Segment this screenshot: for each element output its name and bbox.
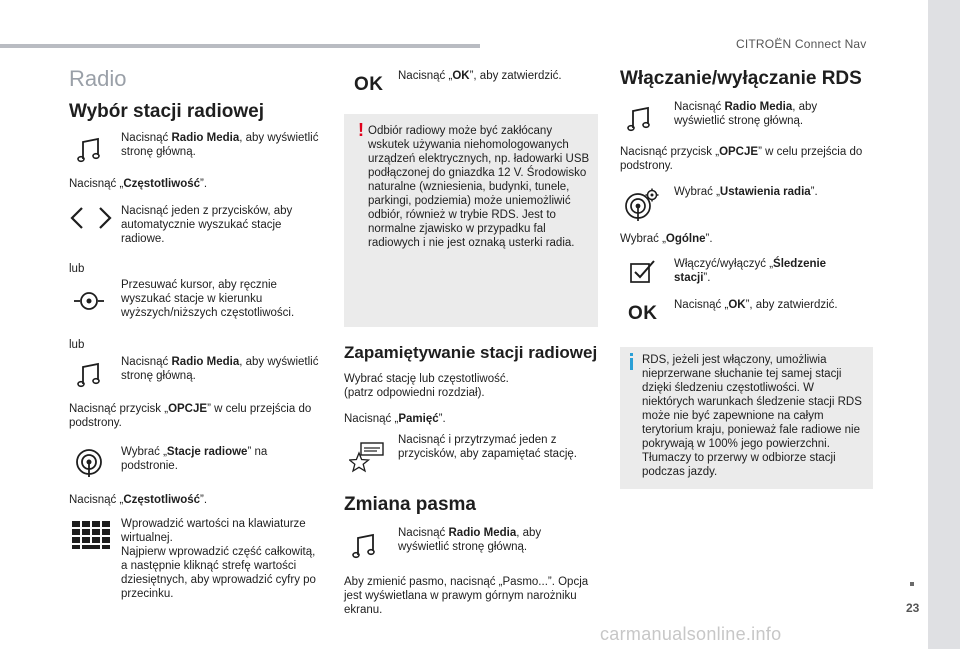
tuning-dial-icon (74, 286, 104, 316)
text-or-2: lub (69, 339, 85, 351)
text-radio-media-3: Nacisnąć Radio Media, aby wyświetlić stronę główną. (398, 527, 542, 553)
text-options-2: Nacisnąć przycisk „OPCJE” w celu przejścia do podstrony. (620, 146, 863, 172)
text-frequency-1: Nacisnąć „Częstotliwość”. (69, 178, 208, 190)
radio-settings-icon (624, 187, 660, 221)
text-frequency-2: Nacisnąć „Częstotliwość”. (69, 494, 208, 506)
text-or-1: lub (69, 263, 85, 275)
top-rule (0, 44, 480, 48)
page-dot (910, 582, 914, 586)
ok-icon: OK (628, 303, 658, 324)
warning-icon: ! (358, 120, 364, 140)
text-manual-search: Przesuwać kursor, aby ręcznie wyszukać stacje w kierunku wyższych/niższych częstotliwości. (121, 279, 295, 319)
text-radio-stations: Wybrać „Stacje radiowe” na podstronie. (121, 446, 268, 472)
heading-change-band: Zmiana pasma (344, 494, 476, 515)
text-general: Wybrać „Ogólne”. (620, 233, 713, 245)
text-change-band: Aby zmienić pasmo, nacisnąć „Pasmo...”. Opcja jest wyświetlana w prawym górnym narożniku ekranu. (344, 576, 589, 616)
text-radio-media-4: Nacisnąć Radio Media, aby wyświetlić stronę główną. (674, 101, 818, 127)
text-options-1: Nacisnąć przycisk „OPCJE” w celu przejścia do podstrony. (69, 403, 312, 429)
brand-label: CITROËN Connect Nav (736, 37, 867, 51)
watermark: carmanualsonline.info (600, 624, 782, 644)
text-ok-confirm-1: Nacisnąć „OK”, aby zatwierdzić. (398, 70, 562, 82)
heading-station-selection: Wybór stacji radiowej (69, 101, 264, 122)
radio-station-icon (74, 447, 104, 477)
text-virtual-keyboard: Wprowadzić wartości na klawiaturze wirtualnej. Najpierw wprowadzić część całkowitą, a następnie kliknąć strefę wartości dziesiętnych, aby wprowadzić cyfry po przecinku. (121, 518, 316, 600)
music-note-icon (77, 362, 101, 388)
checkbox-icon (630, 259, 656, 283)
text-auto-search: Nacisnąć jeden z przycisków, aby automatycznie wyszukać stacje radiowe. (121, 205, 293, 245)
music-note-icon (352, 533, 376, 559)
text-memory: Nacisnąć „Pamięć”. (344, 413, 446, 425)
info-text: RDS, jeżeli jest włączony, umożliwia nieprzerwane słuchanie tej samej stacji dzięki śledzeniu częstotliwości. W niektórych warunkach śledzenie stacji RDS może nie być zapewnione na całym terytorium kraju, ponieważ fale radiowe nie pokrywają w 100% jego powierzchni. Tłumaczy to przerwy w odbiorze stacji podczas jazdy. (642, 354, 862, 478)
keypad-icon (72, 521, 110, 549)
heading-save-station: Zapamiętywanie stacji radiowej (344, 343, 598, 362)
text-radio-media-1: Nacisnąć Radio Media, aby wyświetlić stronę główną. (121, 132, 319, 158)
music-note-icon (627, 106, 651, 132)
warning-text: Odbiór radiowy może być zakłócany wskutek używania niehomologowanych urządzeń elektrycznych, np. ładowarki USB podłączonej do gniazdka 12 V. Środowisko naturalne (wzniesienia, budynki, tunele, parkingi, podziemia) może uniemożliwić odbiór, również w trybie RDS. Jest to normalne zjawisko w przypadku fal radiowych i nie jest oznaką usterki radia. (368, 125, 590, 249)
info-icon (630, 358, 633, 370)
page-number: 23 (906, 601, 920, 615)
text-select-station: Wybrać stację lub częstotliwość. (patrz odpowiedni rozdział). (344, 373, 509, 399)
text-hold-button: Nacisnąć i przytrzymać jeden z przycisków, aby zapamiętać stację. (398, 434, 577, 460)
text-radio-settings: Wybrać „Ustawienia radia”. (674, 186, 818, 198)
page-sidebar (928, 0, 960, 649)
text-ok-confirm-2: Nacisnąć „OK”, aby zatwierdzić. (674, 299, 838, 311)
star-memory-icon (349, 441, 385, 473)
text-radio-media-2: Nacisnąć Radio Media, aby wyświetlić stronę główną. (121, 356, 319, 382)
chevron-right-icon (96, 206, 114, 230)
text-station-tracking: Włączyć/wyłączyć „Śledzenie stacji”. (674, 258, 827, 284)
heading-rds: Włączanie/wyłączanie RDS (620, 68, 862, 89)
chevron-left-icon (68, 206, 86, 230)
music-note-icon (77, 137, 101, 163)
section-title-radio: Radio (69, 66, 127, 91)
ok-icon: OK (354, 74, 384, 95)
